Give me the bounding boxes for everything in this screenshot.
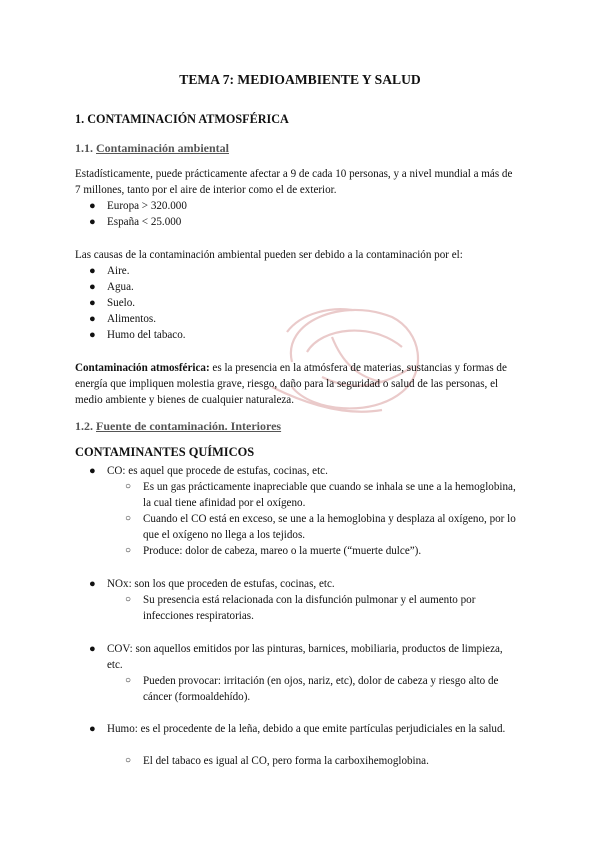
- section-heading-1: 1. CONTAMINACIÓN ATMOSFÉRICA: [75, 112, 289, 126]
- paragraph-causes: Las causas de la contaminación ambiental pueden ser debido a la contaminación por el:: [75, 249, 463, 261]
- paragraph-definition: [75, 360, 515, 409]
- subsection-heading-1-2: [75, 418, 281, 434]
- sub-list-item: ○ Cuando el CO está en exceso, se une a la hemoglobina y desplaza al oxígeno, por lo que el oxígeno no llega a los tejidos.: [125, 513, 516, 542]
- definition-text: es la presencia en la atmósfera de materias, sustancias y formas de energía que impliquen molestia grave, riesgo, daño para la seguridad o salud de las personas, el medio ambiente y bienes de cualquier naturaleza.: [75, 362, 507, 407]
- page-title: TEMA 7: MEDIOAMBIENTE Y SALUD: [179, 72, 421, 87]
- list-item: ● COV: son aquellos emitidos por las pinturas, barnices, mobiliaria, productos de limpieza, etc.: [89, 643, 503, 672]
- sub-list-item: ○ Pueden provocar: irritación (en ojos, nariz, etc), dolor de cabeza y riesgo alto de cáncer (formoaldehído).: [125, 675, 499, 704]
- definition-term: Contaminación atmosférica:: [75, 362, 210, 374]
- paragraph-statistics: Estadísticamente, puede prácticamente afectar a 9 de cada 10 personas, y a nivel mundial a más de 7 millones, tanto por el aire de interior como el de exterior.: [75, 168, 513, 197]
- subsection-title: Contaminación ambiental: [96, 141, 230, 155]
- heading-chemical-pollutants: CONTAMINANTES QUÍMICOS: [75, 445, 255, 459]
- subsection-number: 1.2.: [75, 419, 93, 433]
- subsection-heading-1-1: [75, 140, 229, 156]
- sub-list-item: ○ Es un gas prácticamente inapreciable que cuando se inhala se une a la hemoglobina, la cual tiene afinidad por el oxígeno.: [125, 481, 516, 510]
- sub-list-item: ○ Produce: dolor de cabeza, mareo o la muerte (“muerte dulce”).: [125, 545, 422, 557]
- document-page: TEMA 7: MEDIOAMBIENTE Y SALUD 1. CONTAMINACIÓN ATMOSFÉRICA 1.1. Contaminación ambiental Estadísticamente, puede prácticamente afectar a 9 de cada 10 personas, y a nivel mundial a más de 7 millones, tanto por el aire de interior como el de exterior. ● Europa > 320.000 ● España < 25.000 Las causas de la contaminación ambiental pueden ser debido a la contaminación por el: ● Aire. ● Agua. ● Suelo. ● Alimentos. ● Humo del tabaco. Contaminación atmosférica: es la presencia en la atmósfera de materias, sustancias y formas de energía que impliquen molestia grave, riesgo, daño para la seguridad o salud de las personas, el medio ambiente y bienes de cualquier naturaleza. 1.2. Fuente de contaminación. Interiores CONTAMINANTES QUÍMICOS ● CO: es aquel que procede de estufas, cocinas, etc. ○ Es un gas prácticamente inapreciable que cuando se inhala se une a la hemoglobina, la cual tiene afinidad por el oxígeno. ○ Cuando el CO está en exceso, se une a la hemoglobina y desplaza al oxígeno, por lo que el oxígeno no llega a los tejidos. ○ Produce: dolor de cabeza, mareo o la muerte (“muerte dulce”). ● NOx: son los que proceden de estufas, cocinas, etc. ○ Su presencia está relacionada con la disfunción pulmonar y el aumento por infecciones respiratorias. ● COV: son aquellos emitidos por las pinturas, barnices, mobiliaria, productos de limpieza, etc. ○ Pueden provocar: irritación (en ojos, nariz, etc), dolor de cabeza y riesgo alto de cáncer (formoaldehído). ● Humo: es el procedente de la leña, debido a que emite partículas perjudiciales en la salud. ○ El del tabaco es igual al CO, pero forma la carboxihemoglobina.: [0, 0, 600, 848]
- list-item: ● Humo: es el procedente de la leña, debido a que emite partículas perjudiciales en la salud.: [89, 723, 506, 735]
- sub-list-item: ○ Su presencia está relacionada con la disfunción pulmonar y el aumento por infecciones respiratorias.: [125, 594, 476, 623]
- subsection-title: Fuente de contaminación. Interiores: [96, 419, 282, 433]
- sub-list-item: ○ El del tabaco es igual al CO, pero forma la carboxihemoglobina.: [125, 755, 429, 767]
- subsection-number: 1.1.: [75, 141, 93, 155]
